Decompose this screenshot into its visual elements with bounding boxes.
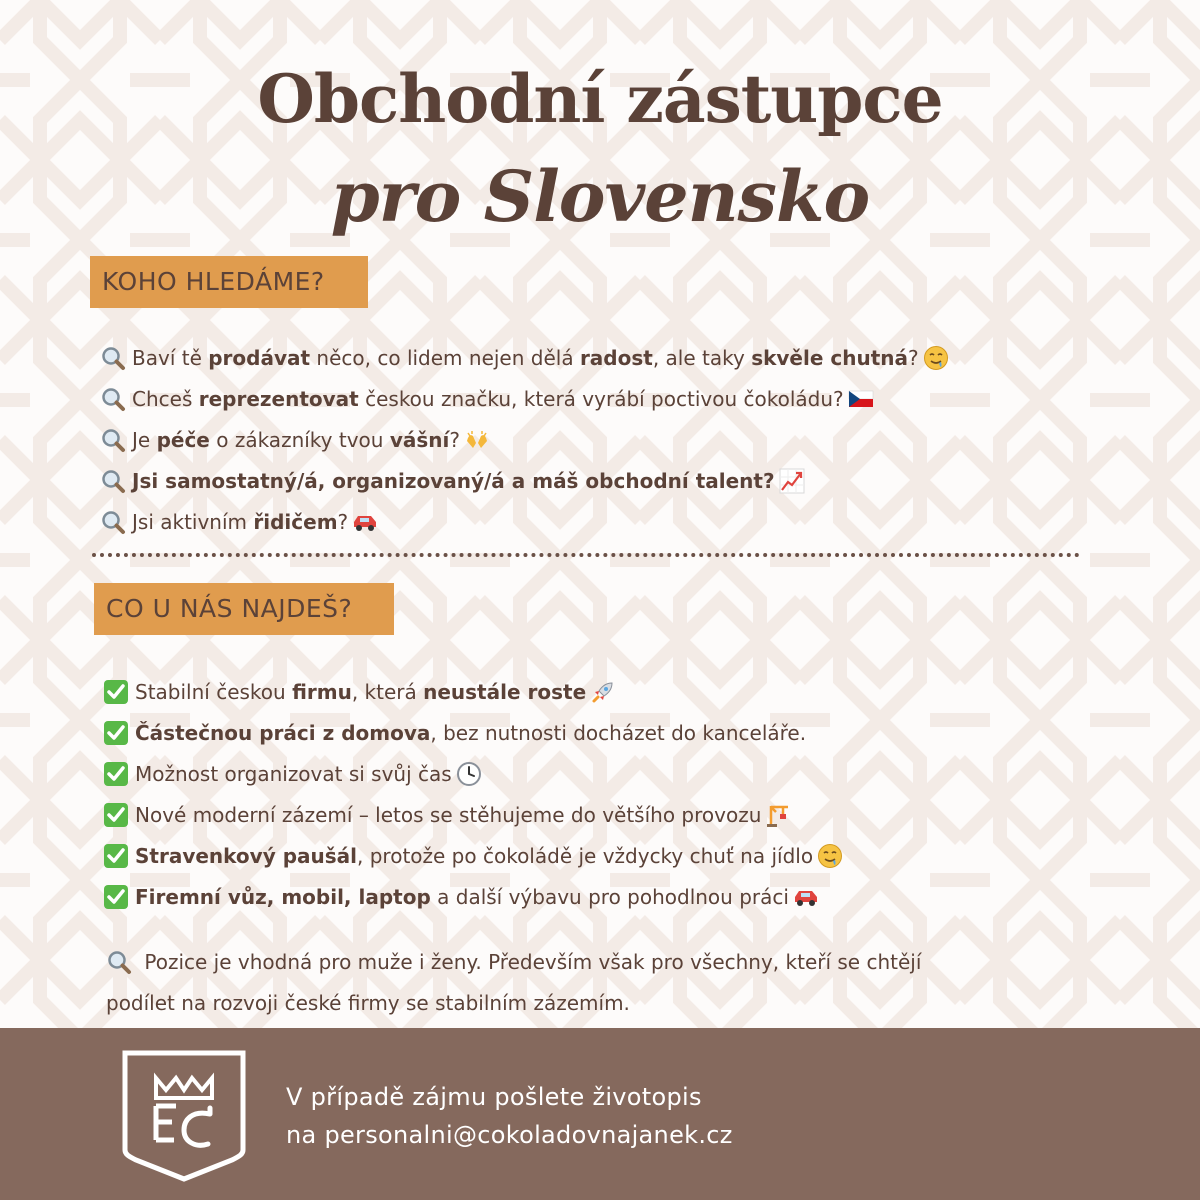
item-text: , ale taky bbox=[652, 346, 752, 370]
list-item bbox=[100, 338, 949, 379]
magnifier-icon bbox=[100, 386, 126, 412]
item-text: o zákazníky tvou bbox=[209, 428, 390, 452]
highlight-text: Částečnou práci z domova bbox=[135, 721, 431, 745]
highlight-text: Stravenkový paušál bbox=[135, 844, 358, 868]
highlight-text: neustále roste bbox=[423, 680, 587, 704]
item-text: Je bbox=[132, 428, 157, 452]
highlight-text: skvěle chutná bbox=[751, 346, 909, 370]
item-text: ? bbox=[908, 346, 919, 370]
check-box-icon bbox=[103, 802, 129, 828]
footer-contact bbox=[286, 1078, 733, 1154]
requirements-list bbox=[100, 338, 949, 543]
highlight-text: radost bbox=[579, 346, 653, 370]
list-item bbox=[103, 877, 843, 918]
title-line-1: Obchodní zástupce bbox=[257, 60, 943, 138]
magnifier-icon bbox=[100, 345, 126, 371]
highlight-text: Firemní vůz, mobil, laptop bbox=[135, 885, 431, 909]
drooling-face-icon bbox=[817, 843, 843, 869]
list-item bbox=[103, 836, 843, 877]
list-item bbox=[100, 420, 949, 461]
item-text: Chceš bbox=[132, 387, 199, 411]
list-item bbox=[103, 713, 843, 754]
magnifier-icon bbox=[106, 949, 132, 975]
list-item bbox=[103, 754, 843, 795]
highlight-text: péče bbox=[156, 428, 210, 452]
benefits-list bbox=[103, 672, 843, 918]
highlight-text: reprezentovat bbox=[198, 387, 359, 411]
footer-line-1: V případě zájmu pošlete životopis bbox=[286, 1083, 702, 1111]
item-text: , bez nutnosti docházet do kanceláře. bbox=[430, 721, 807, 745]
highlight-text: Jsi samostatný/á, organizovaný/á a máš obchodní talent? bbox=[132, 469, 775, 493]
magnifier-icon bbox=[100, 468, 126, 494]
note-line-1: Pozice je vhodná pro muže i ženy. Především však pro všechny, kteří se chtějí bbox=[144, 950, 922, 974]
item-text: Baví tě bbox=[132, 346, 209, 370]
check-box-icon bbox=[103, 720, 129, 746]
position-note bbox=[106, 942, 1086, 1024]
item-text: ? bbox=[449, 428, 460, 452]
section-heading-offer: CO U NÁS NAJDEŠ? bbox=[94, 583, 394, 635]
chart-up-icon bbox=[779, 468, 805, 494]
item-text: Jsi aktivním bbox=[132, 510, 254, 534]
item-text: Možnost organizovat si svůj čas bbox=[135, 762, 452, 786]
title-line-2: pro Slovensko bbox=[330, 155, 870, 238]
czech-flag-icon bbox=[848, 386, 874, 412]
item-text: a další výbavu pro pohodlnou práci bbox=[430, 885, 789, 909]
magnifier-icon bbox=[100, 427, 126, 453]
car-icon bbox=[352, 509, 378, 535]
check-box-icon bbox=[103, 884, 129, 910]
item-text: ? bbox=[337, 510, 349, 534]
page-title bbox=[0, 50, 1200, 246]
list-item bbox=[100, 502, 949, 543]
highlight-text: firmu bbox=[292, 680, 352, 704]
item-text: Stabilní českou bbox=[135, 680, 293, 704]
list-item bbox=[100, 379, 949, 420]
rocket-icon bbox=[590, 679, 616, 705]
item-text: něco, co lidem nejen dělá bbox=[310, 346, 580, 370]
dotted-divider bbox=[92, 553, 1080, 557]
brand-logo-icon bbox=[122, 1050, 246, 1182]
item-text: Nové moderní zázemí – letos se stěhujeme do většího provozu bbox=[135, 803, 762, 827]
list-item bbox=[103, 672, 843, 713]
footer-email[interactable]: na personalni@cokoladovnajanek.cz bbox=[286, 1121, 733, 1149]
list-item bbox=[103, 795, 843, 836]
check-box-icon bbox=[103, 761, 129, 787]
clock-icon bbox=[456, 761, 482, 787]
item-text: , která bbox=[351, 680, 424, 704]
item-text: , protože po čokoládě je vždycky chuť na jídlo bbox=[357, 844, 814, 868]
highlight-text: řidičem bbox=[253, 510, 338, 534]
highlight-text: vášní bbox=[389, 428, 450, 452]
section-heading-who: KOHO HLEDÁME? bbox=[90, 256, 368, 308]
crane-icon bbox=[765, 802, 791, 828]
drooling-face-icon bbox=[923, 345, 949, 371]
magnifier-icon bbox=[100, 509, 126, 535]
highlight-text: prodávat bbox=[208, 346, 311, 370]
check-box-icon bbox=[103, 679, 129, 705]
item-text: českou značku, která vyrábí poctivou čokoládu? bbox=[358, 387, 844, 411]
check-box-icon bbox=[103, 843, 129, 869]
note-line-2: podílet na rozvoji české firmy se stabilním zázemím. bbox=[106, 991, 630, 1015]
raised-hands-icon bbox=[464, 427, 490, 453]
car-icon bbox=[793, 884, 819, 910]
list-item bbox=[100, 461, 949, 502]
